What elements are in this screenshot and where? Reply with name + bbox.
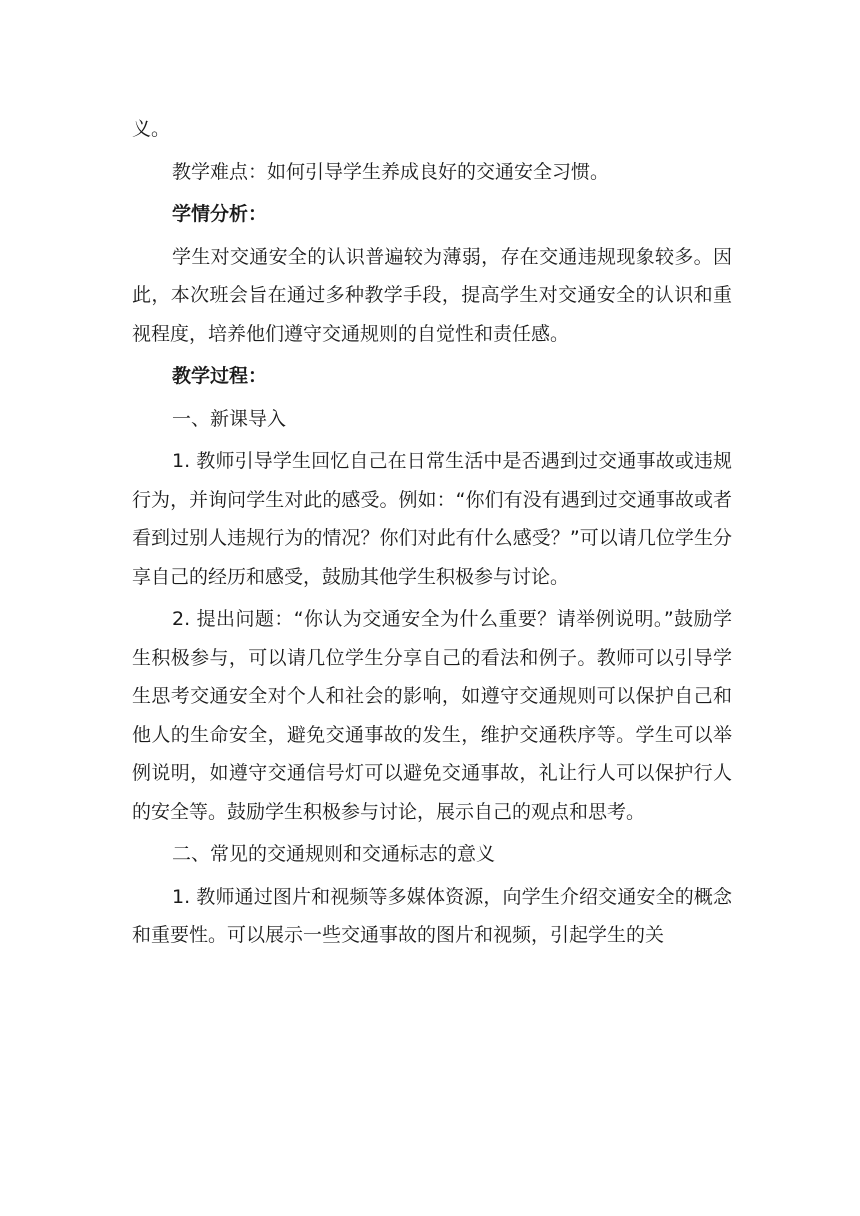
paragraph-continuation: 义。	[132, 118, 171, 140]
paragraph-rules-item-1: 1. 教师通过图片和视频等多媒体资源，向学生介绍交通安全的概念和重要性。可以展示一些交通事故的图片和视频，引起学生的关	[132, 885, 732, 946]
heading-student-analysis: 学情分析：	[172, 203, 268, 225]
section-heading-traffic-rules: 二、常见的交通规则和交通标志的意义	[172, 843, 496, 865]
paragraph-student-analysis: 学生对交通安全的认识普遍较为薄弱，存在交通违规现象较多。因此，本次班会旨在通过多种教学手段，提高学生对交通安全的认识和重视程度，培养他们遵守交通规则的自觉性和责任感。	[132, 245, 732, 345]
paragraph-intro-item-1: 1. 教师引导学生回忆自己在日常生活中是否遇到过交通事故或违规行为，并询问学生对此的感受。例如：“你们有没有遇到过交通事故或者看到过别人违规行为的情况？你们对此有什么感受？”可以请几位学生分享自己的经历和感受，鼓励其他学生积极参与讨论。	[132, 450, 732, 588]
heading-teaching-process: 教学过程：	[172, 365, 268, 387]
section-heading-introduction: 一、新课导入	[172, 407, 287, 430]
paragraph-teaching-difficulty: 教学难点：如何引导学生养成良好的交通安全习惯。	[172, 160, 610, 183]
document-page	[132, 110, 732, 955]
paragraph-intro-item-2: 2. 提出问题：“你认为交通安全为什么重要？请举例说明。”鼓励学生积极参与，可以请几位学生分享自己的看法和例子。教师可以引导学生思考交通安全对个人和社会的影响，如遵守交通规则可以保护自己和他人的生命安全，避免交通事故的发生，维护交通秩序等。学生可以举例说明，如遵守交通信号灯可以避免交通事故，礼让行人可以保护行人的安全等。鼓励学生积极参与讨论，展示自己的观点和思考。	[132, 608, 732, 823]
